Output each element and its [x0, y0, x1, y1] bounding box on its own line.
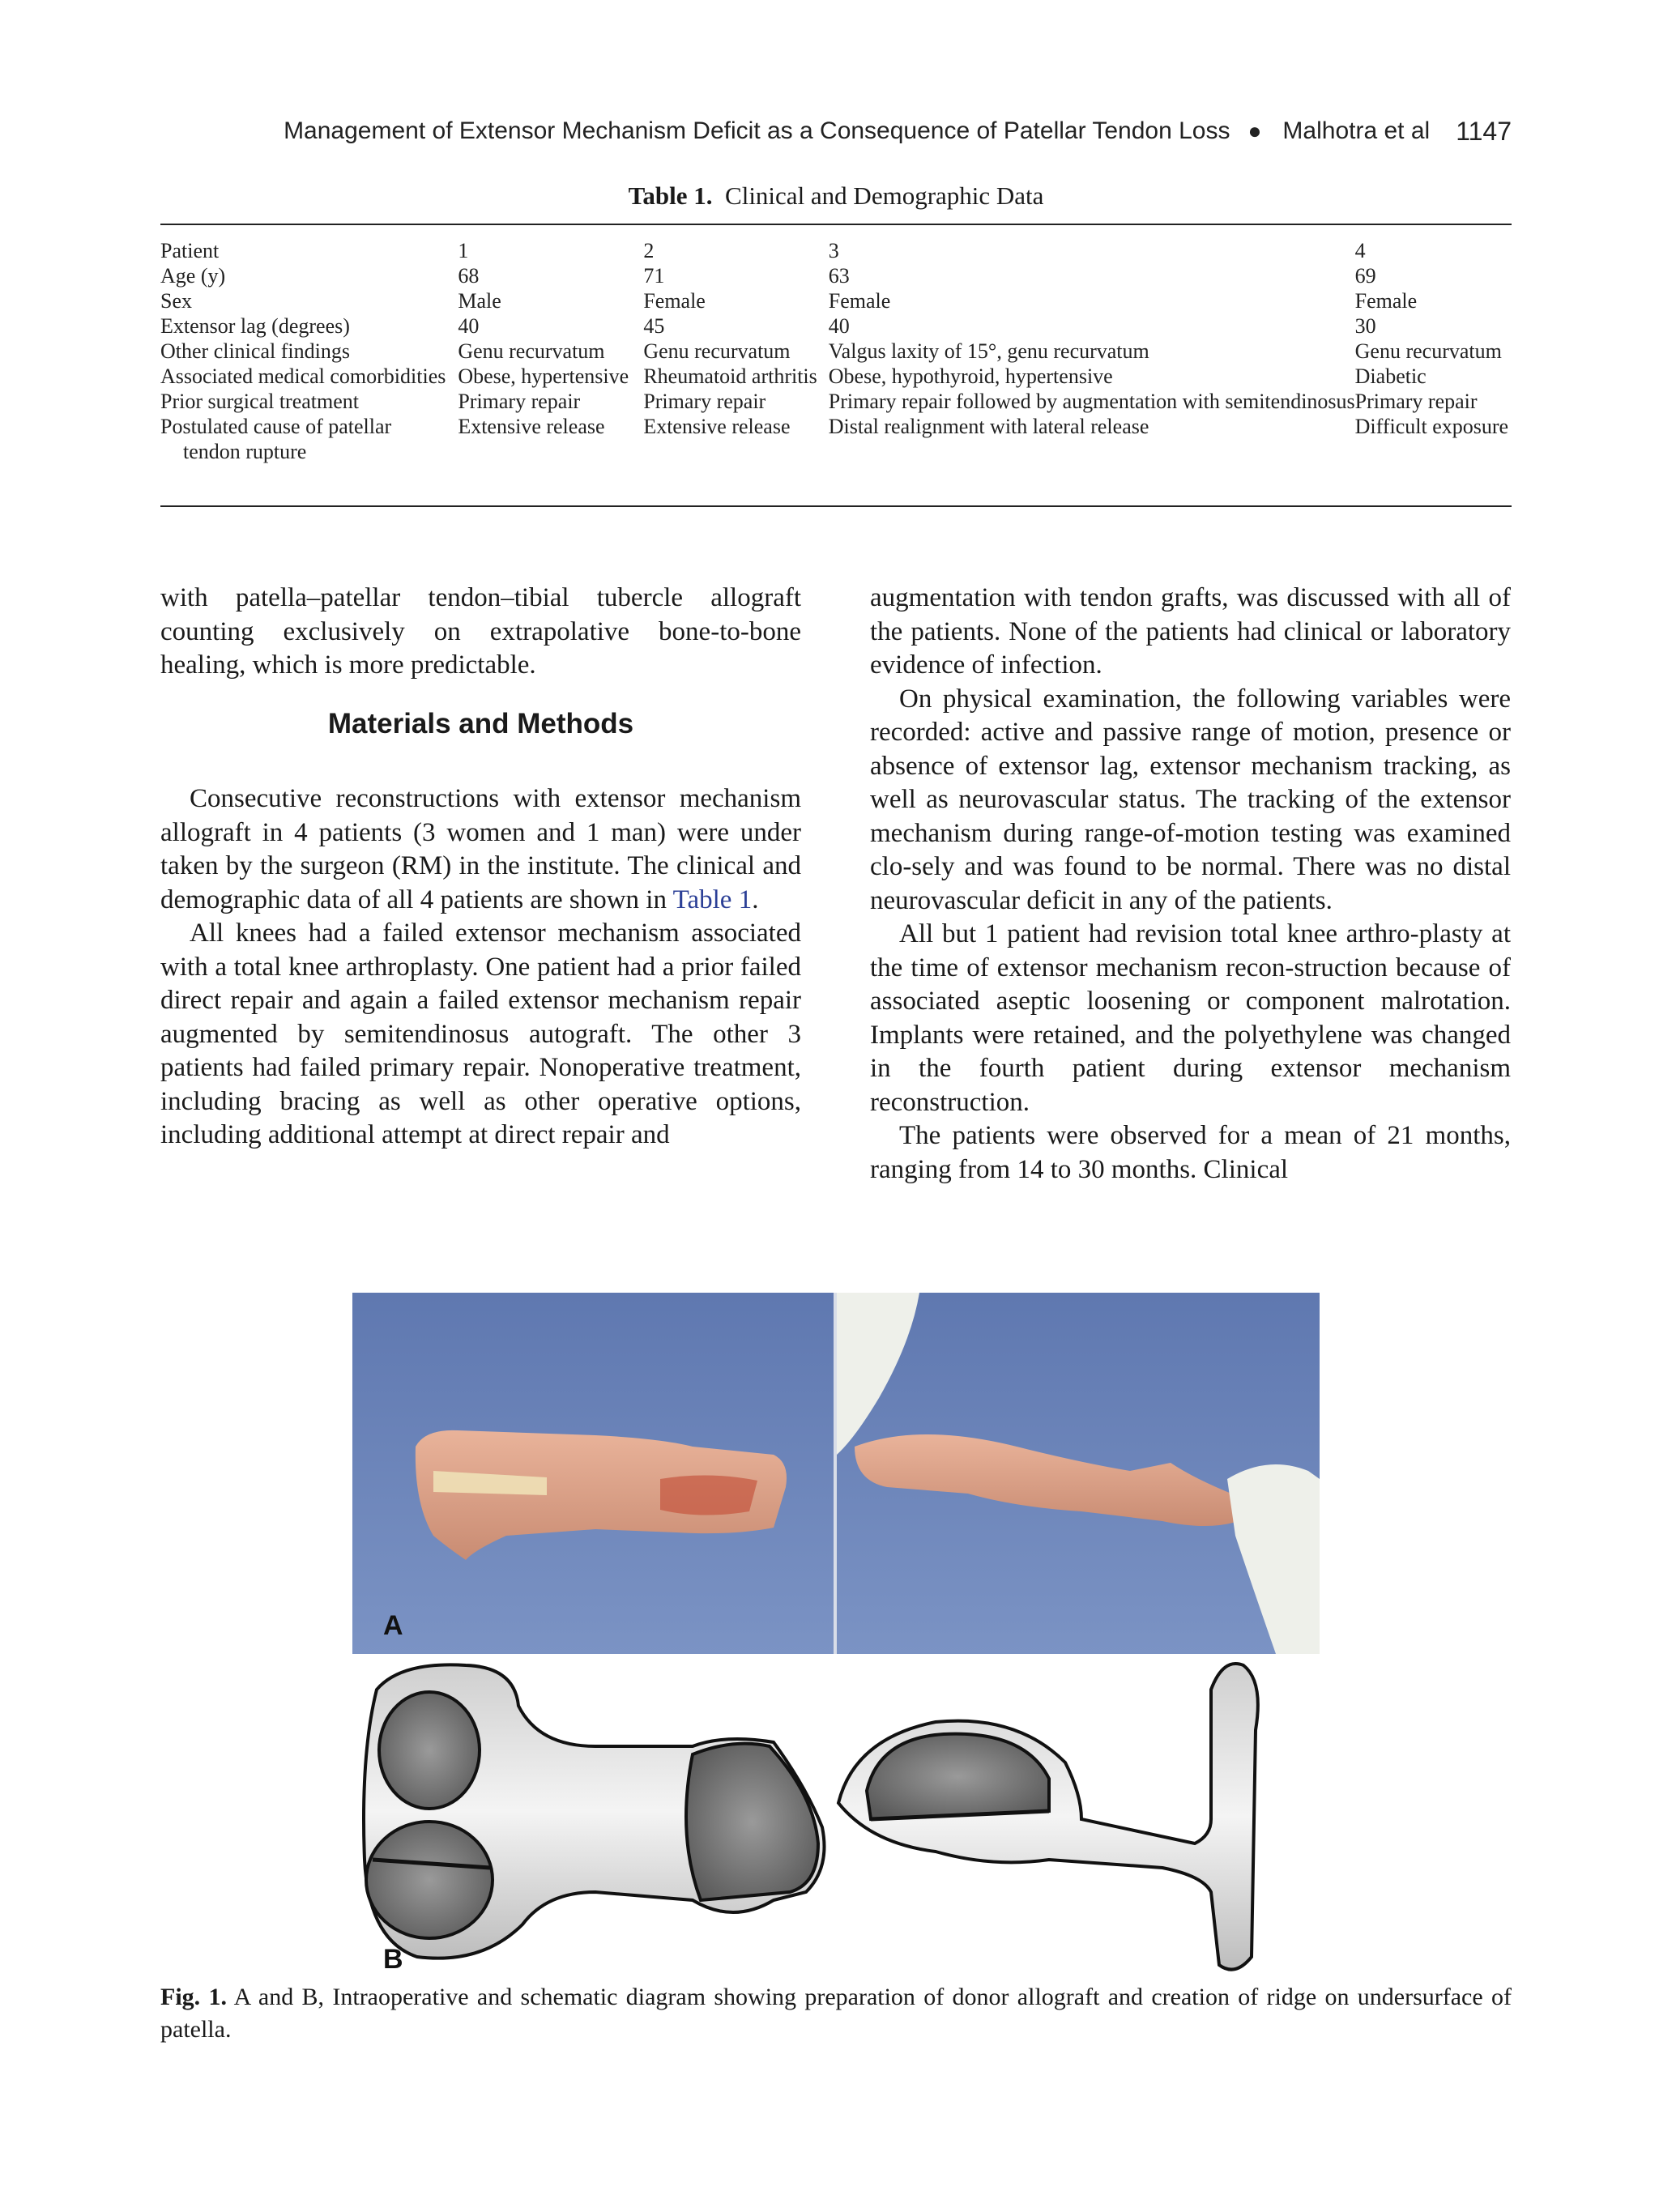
figure-caption	[160, 1981, 1512, 2046]
table-cell: 45	[643, 314, 665, 338]
table-bottom-rule	[160, 505, 1512, 507]
table-cell: Obese, hypothyroid, hypertensive	[828, 364, 1113, 388]
table-label: Table 1.	[628, 181, 713, 210]
table-title: Clinical and Demographic Data	[725, 181, 1044, 210]
figure-panel-a-photo	[352, 1293, 1320, 1654]
table-cell: Primary repair followed by augmentation with semitendinosus	[828, 390, 1355, 413]
table-cell: 71	[643, 264, 665, 288]
paragraph: On physical examination, the following variables were recorded: active and passive range of motion, presence or absence of extensor lag, extensor mechanism tracking, as well as neurovascular status. The tracking of the extensor mechanism during range-of-motion testing was examined clo-sely and was found to be normal. There was no distal neurovascular deficit in any of the patients.	[870, 684, 1511, 915]
table-cell: Primary repair	[458, 390, 581, 413]
table-row	[160, 263, 1512, 288]
table-cell: Female	[1354, 289, 1418, 313]
table-cell: 1	[458, 239, 469, 262]
running-header	[201, 115, 1512, 147]
table-row-label: Sex	[160, 289, 192, 313]
table-cell: 4	[1354, 239, 1366, 262]
panel-label-a: A	[383, 1610, 403, 1641]
running-authors: Malhotra et al	[1282, 117, 1431, 144]
table-cell: Difficult exposure	[1354, 415, 1509, 438]
figure-caption-text: A and B, Intraoperative and schematic diagram showing preparation of donor allograft and creation of ridge on undersurface of patella.	[160, 1984, 1512, 2043]
row-label-line: Postulated cause of patellar	[160, 415, 392, 438]
bullet-separator: ●	[1247, 118, 1262, 143]
table-cell: 40	[828, 314, 850, 338]
table-cell: 40	[458, 314, 480, 338]
table-cell: Extensive release	[458, 415, 605, 438]
table-row-label: Extensor lag (degrees)	[160, 314, 350, 338]
section-heading: Materials and Methods	[327, 707, 634, 739]
table-cell: Obese, hypertensive	[458, 364, 629, 388]
table-cell: Primary repair	[1354, 390, 1478, 413]
table-cell: Rheumatoid arthritis	[643, 364, 817, 388]
table-cell: Diabetic	[1354, 364, 1427, 388]
table-row-label: Prior surgical treatment	[160, 390, 360, 413]
table-cell: 2	[643, 239, 655, 262]
paragraph: with patella–patellar tendon–tibial tubercle allograft counting exclusively on extrapolative bone-to-bone healing, which is more predictable.	[160, 583, 801, 680]
paragraph: The patients were observed for a mean of 21 months, ranging from 14 to 30 months. Clinical	[870, 1121, 1511, 1184]
table-row-label: Other clinical findings	[160, 339, 350, 363]
table-cell: 63	[828, 264, 850, 288]
running-title: Management of Extensor Mechanism Deficit as a Consequence of Patellar Tendon Loss	[284, 117, 1230, 144]
table-cell: Primary repair	[643, 390, 766, 413]
table-row	[160, 414, 1512, 464]
paragraph: All but 1 patient had revision total knee arthro-plasty at the time of extensor mechanism recon-struction because of associated aseptic loosening or component malrotation. Implants were retained, and the polyethylene was changed in the fourth patient during extensor mechanism reconstruction.	[870, 919, 1511, 1117]
table-caption	[160, 181, 1512, 211]
table-row	[160, 313, 1512, 339]
table-row-label: Patient	[160, 239, 220, 262]
paragraph: Consecutive reconstructions with extensor mechanism allograft in 4 patients (3 women and 1 man) were under taken by the surgeon (RM) in the institute. The clinical and demographic data of all 4 patients are shown in Table 1.	[160, 784, 801, 914]
table-cell: Distal realignment with lateral release	[828, 415, 1149, 438]
page-number: 1147	[1456, 116, 1512, 146]
left-column	[160, 582, 801, 1153]
paragraph: All knees had a failed extensor mechanism associated with a total knee arthroplasty. One patient had a prior failed direct repair and again a failed extensor mechanism repair augmented by semitendinosus autograft. The other 3 patients had failed primary repair. Nonoperative treatment, including bracing as well as other operative options, including additional attempt at direct repair and	[160, 918, 801, 1149]
table-row	[160, 339, 1512, 364]
table-row-label: Associated medical comorbidities	[160, 364, 446, 388]
table-cell: Male	[458, 289, 501, 313]
table-cell: 68	[458, 264, 480, 288]
table-row	[160, 389, 1512, 414]
table-top-rule	[160, 224, 1512, 225]
table-cell: Genu recurvatum	[458, 339, 605, 363]
table-cell: 69	[1354, 264, 1376, 288]
table-cell: Female	[828, 289, 891, 313]
table-row	[160, 238, 1512, 263]
table-cell: Valgus laxity of 15°, genu recurvatum	[828, 339, 1149, 363]
table-cell: Extensive release	[643, 415, 791, 438]
panel-label-b: B	[383, 1944, 403, 1975]
table-row	[160, 288, 1512, 313]
right-column	[870, 582, 1511, 1187]
row-label-line: tendon rupture	[183, 440, 307, 463]
figure-panel-b-schematic	[352, 1657, 1320, 1978]
paragraph: augmentation with tendon grafts, was discussed with all of the patients. None of the patients had clinical or laboratory evidence of infection.	[870, 583, 1511, 680]
table-row-label: Age (y)	[160, 264, 226, 288]
table-cell: Genu recurvatum	[1354, 339, 1502, 363]
clinical-data-table	[160, 238, 1512, 464]
table-row-label	[160, 414, 458, 464]
table-cell: Female	[643, 289, 706, 313]
table-link[interactable]: Table 1	[672, 884, 753, 914]
table-cell: 30	[1354, 314, 1376, 338]
table-row	[160, 364, 1512, 389]
table-cell: 3	[828, 239, 839, 262]
figure-label: Fig. 1.	[160, 1984, 227, 2010]
table-cell: Genu recurvatum	[643, 339, 791, 363]
